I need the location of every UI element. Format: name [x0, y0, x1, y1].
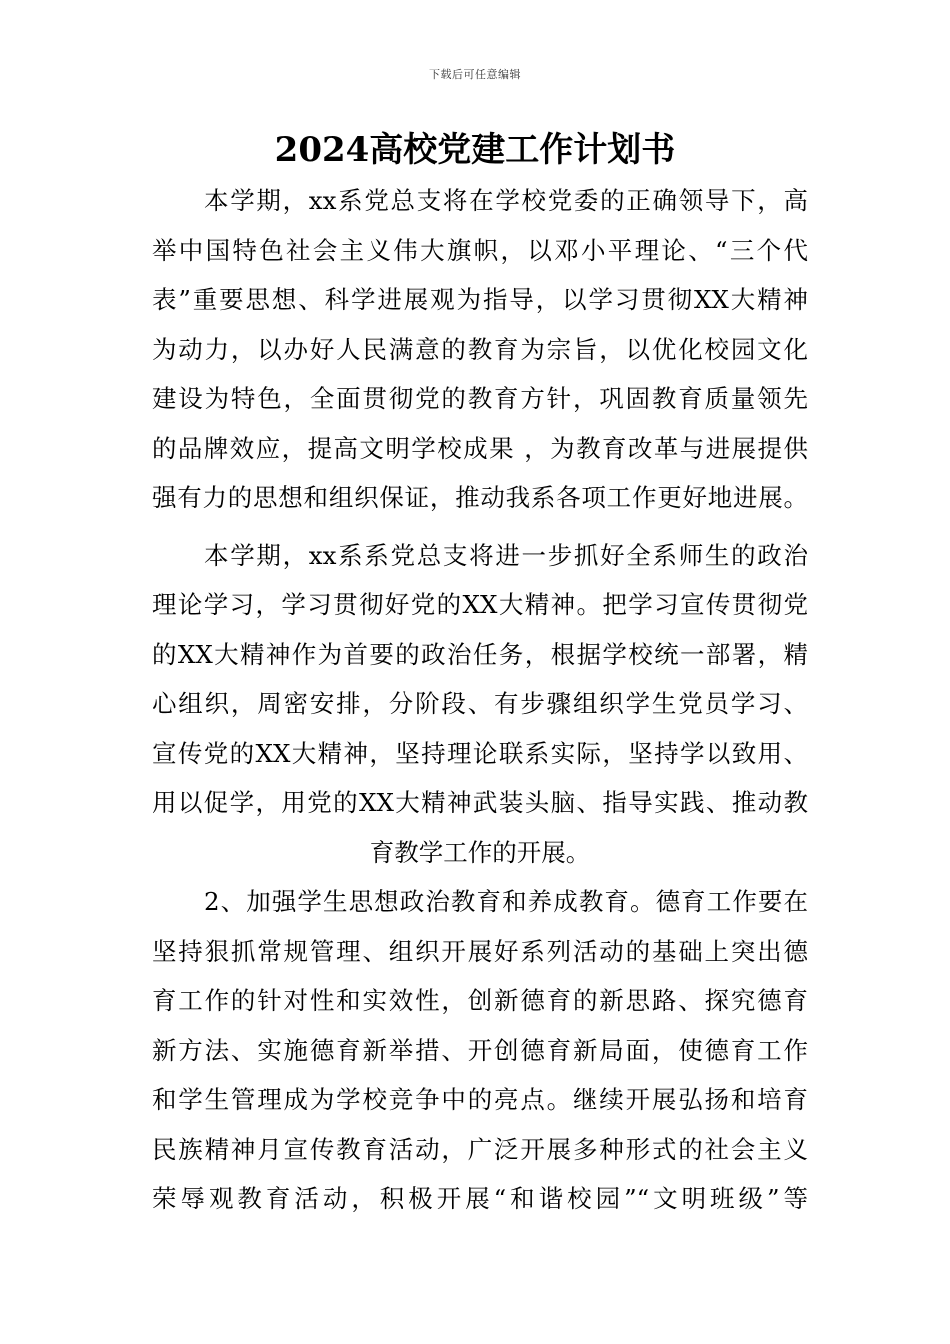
text-line: 理论学习，学习贯彻好党的XX大精神。把学习宣传贯彻党: [152, 590, 808, 619]
text-line: 的品牌效应，提高文明学校成果 ，为教育改革与进展提供: [152, 433, 808, 463]
text-line: 育教学工作的开展。: [369, 837, 591, 867]
document-body: [152, 176, 808, 1224]
text-line: 和学生管理成为学校竞争中的亮点。继续开展弘扬和培育: [152, 1085, 808, 1114]
text-line: 2、加强学生思想政治教育和养成教育。德育工作要在: [204, 887, 808, 916]
text-line: 育工作的针对性和实效性，创新德育的新思路、探究德育: [152, 986, 808, 1015]
text-line: 坚持狠抓常规管理、组织开展好系列活动的基础上突出德: [152, 936, 808, 966]
text-line: 新方法、实施德育新举措、开创德育新局面，使德育工作: [152, 1035, 808, 1065]
text-line: 宣传党的XX大精神，坚持理论联系实际，坚持学以致用、: [152, 738, 808, 768]
paragraph-2: [152, 531, 808, 878]
text-line: 为动力，以办好人民满意的教育为宗旨，以优化校园文化: [152, 334, 808, 364]
text-line: 本学期，xx系党总支将在学校党委的正确领导下，高: [204, 186, 808, 215]
text-line: 举中国特色社会主义伟大旗帜，以邓小平理论、“三个代: [152, 235, 808, 265]
text-line: 建设为特色，全面贯彻党的教育方针，巩固教育质量领先: [152, 384, 808, 413]
text-line: 荣辱观教育活动，积极开展“和谐校园”“文明班级”等: [152, 1184, 808, 1213]
text-line: 本学期，xx系系党总支将进一步抓好全系师生的政治: [204, 540, 808, 570]
document-title: 2024高校党建工作计划书: [274, 130, 676, 170]
paragraph-1: [152, 176, 808, 523]
text-line: 用以促学，用党的XX大精神武装头脑、指导实践、推动教: [152, 788, 808, 817]
text-line: 强有力的思想和组织保证，推动我系各项工作更好地进展。: [152, 483, 808, 512]
download-note: 下载后可任意编辑: [429, 68, 521, 81]
text-line: 民族精神月宣传教育活动，广泛开展多种形式的社会主义: [152, 1134, 808, 1164]
paragraph-gap: [152, 523, 808, 531]
text-line: 心组织，周密安排，分阶段、有步骤组织学生党员学习、: [152, 689, 808, 718]
text-line: 的XX大精神作为首要的政治任务，根据学校统一部署，精: [152, 639, 808, 669]
paragraph-3: [152, 877, 808, 1224]
text-line: 表”重要思想、科学进展观为指导，以学习贯彻XX大精神: [152, 285, 808, 314]
